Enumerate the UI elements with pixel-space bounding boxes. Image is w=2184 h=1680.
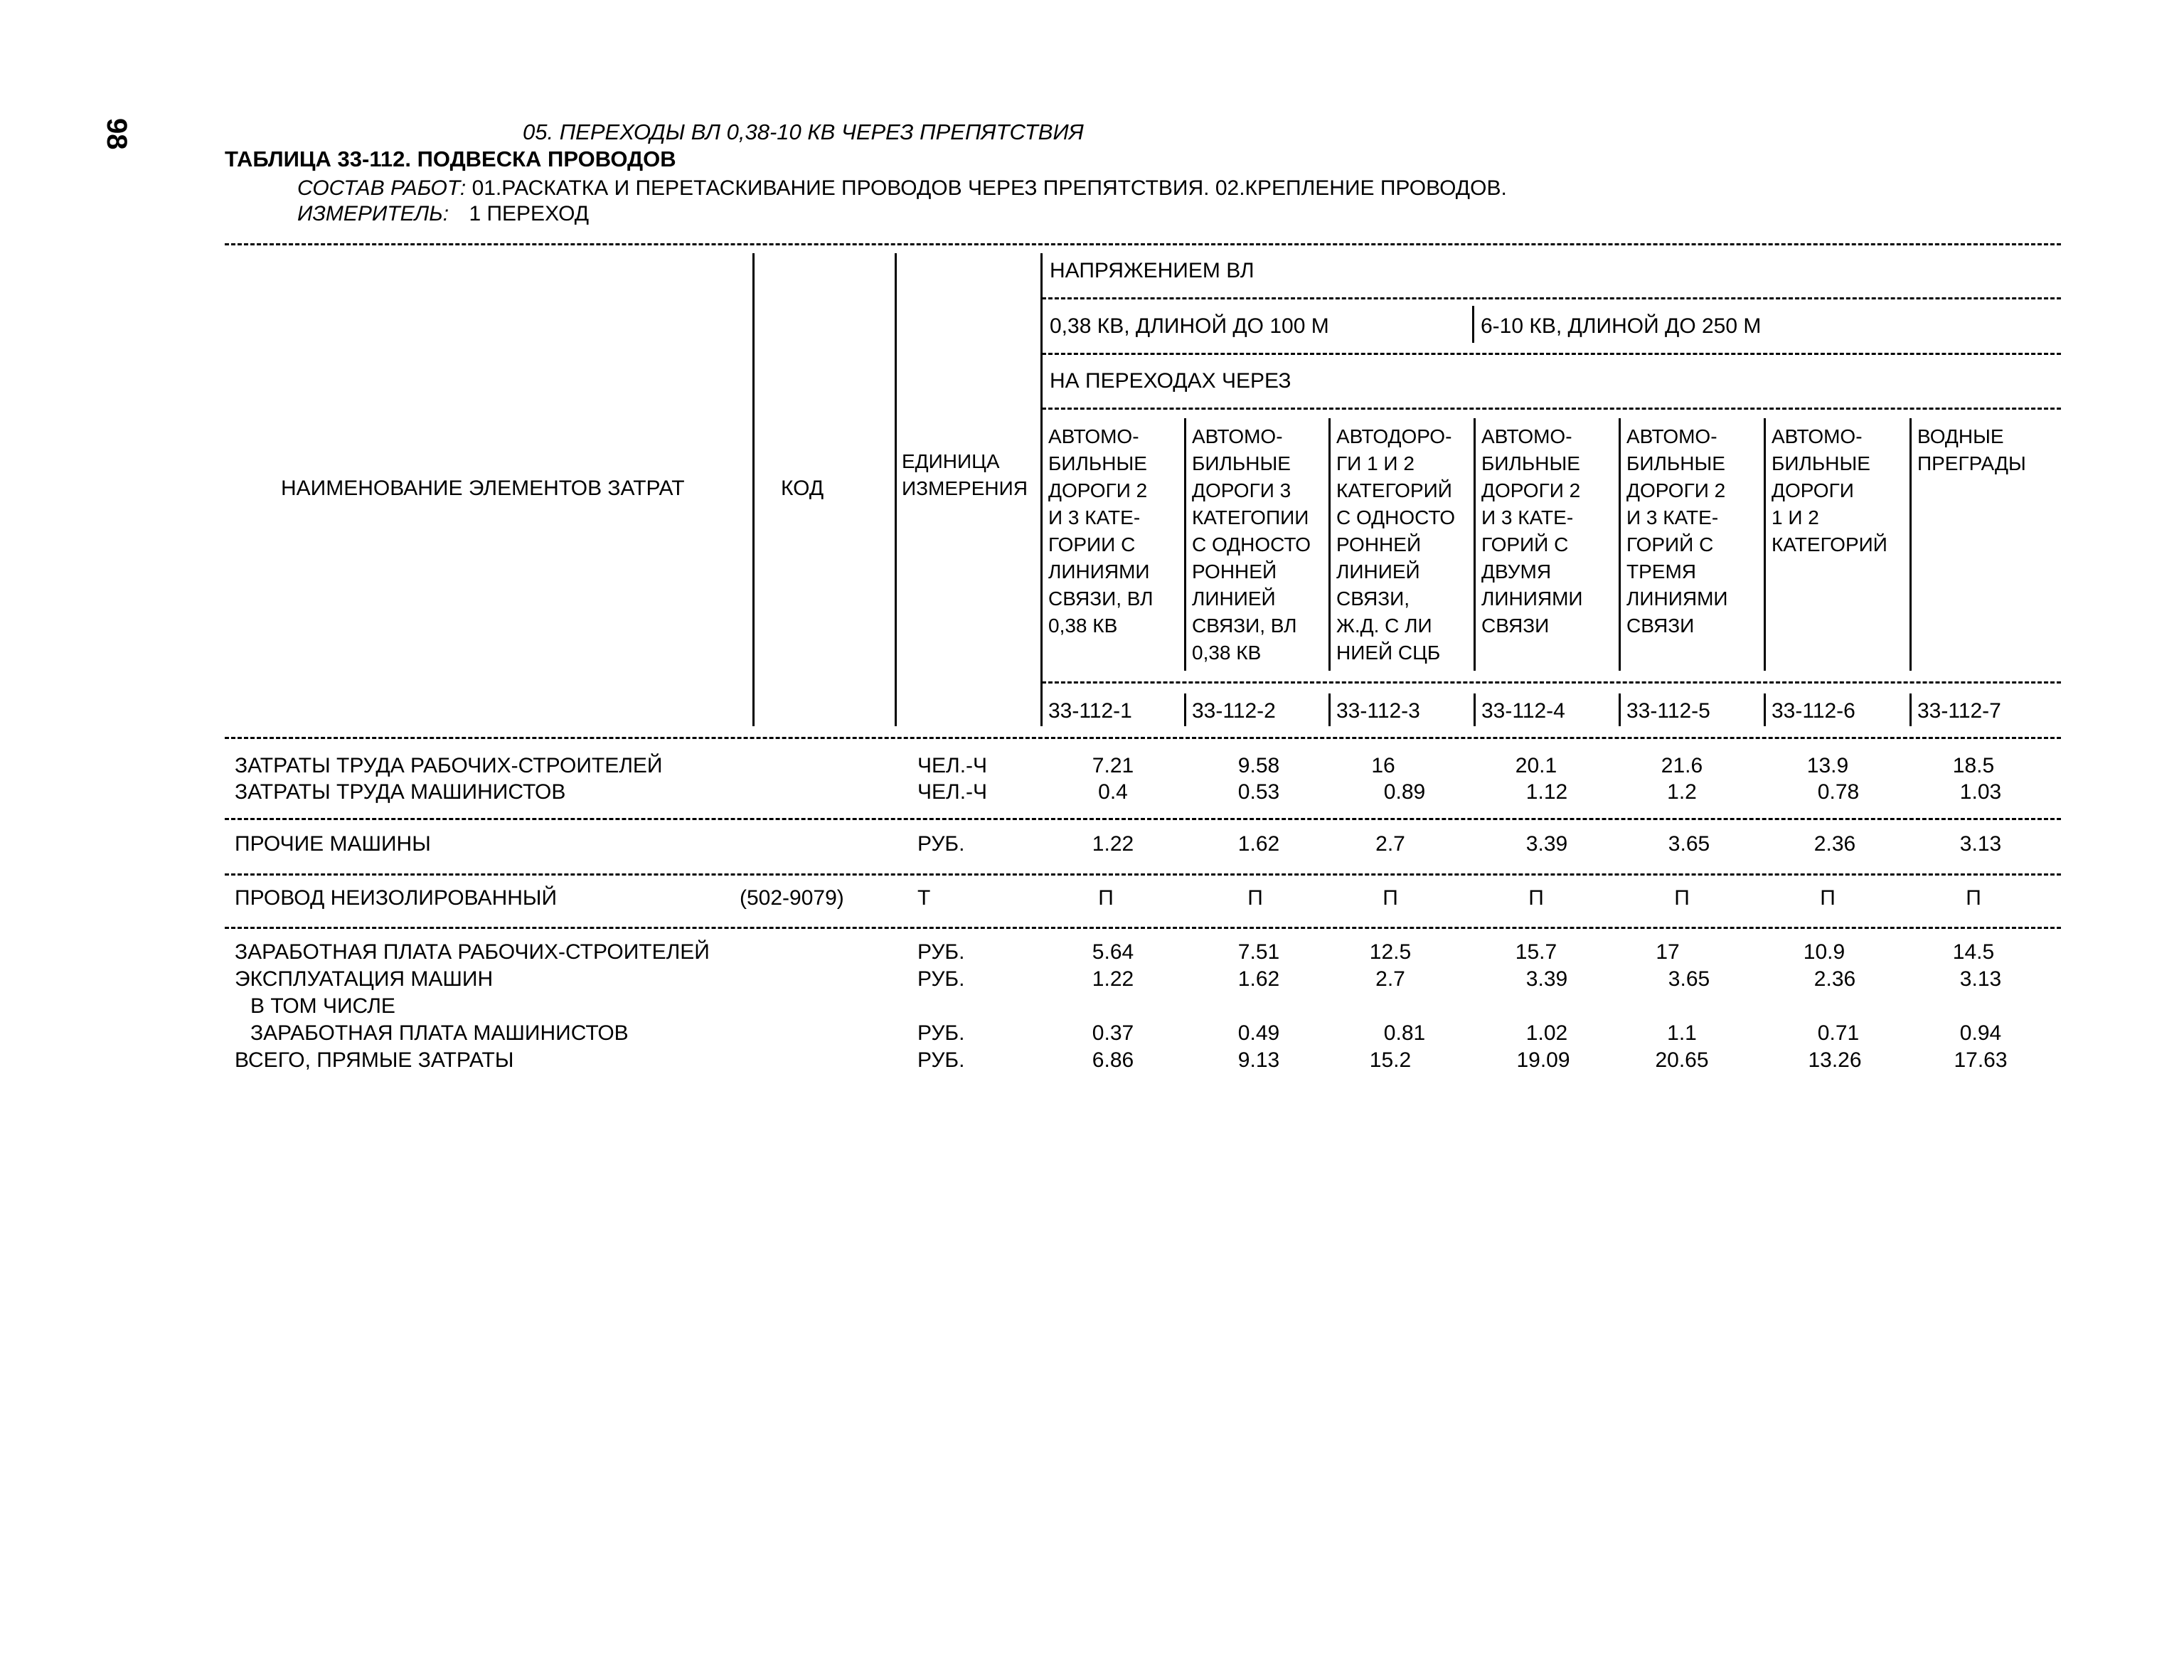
meter-text: 1 ПЕРЕХОД	[469, 202, 590, 225]
table-title: ТАБЛИЦА 33-112. ПОДВЕСКА ПРОВОДОВ	[225, 147, 676, 171]
col-desc-3: АВТОДОРО- ГИ 1 И 2 КАТЕГОРИЙ С ОДНОСТО РОННЕЙ ЛИНИЕЙ СВЯЗИ, Ж.Д. С ЛИ НИЕЙ СЦБ	[1336, 425, 1456, 664]
meter	[297, 202, 589, 226]
row-value: 20.65	[1655, 1048, 1709, 1072]
row-value: 13.26	[1808, 1048, 1862, 1072]
row-unit: ЧЕЛ.-Ч	[917, 780, 988, 804]
header-bottom-rule	[225, 737, 2061, 739]
page-number: 98	[101, 118, 132, 150]
row-value: 1.2	[1667, 780, 1697, 804]
col-code-6: 33-112-6	[1772, 699, 1855, 723]
col6-left-border	[1764, 418, 1766, 671]
meter-label: ИЗМЕРИТЕЛЬ:	[297, 202, 449, 225]
row-value: П	[1820, 886, 1836, 910]
code7-left-border	[1909, 693, 1912, 726]
row-value: 6.86	[1092, 1048, 1134, 1072]
header-name-col: НАИМЕНОВАНИЕ ЭЛЕМЕНТОВ ЗАТРАТ	[281, 477, 685, 500]
row-value: 3.13	[1959, 832, 2002, 856]
row-value: 2.36	[1813, 832, 1856, 856]
row-unit: РУБ.	[917, 1048, 965, 1072]
col-code-7: 33-112-7	[1917, 699, 2001, 723]
header-rule-4	[1042, 681, 2061, 684]
row-value: 0.81	[1383, 1021, 1426, 1045]
code6-left-border	[1764, 693, 1766, 726]
row-value: 14.5	[1952, 940, 1995, 964]
row-name: ЗАТРАТЫ ТРУДА МАШИНИСТОВ	[235, 780, 566, 804]
row-value: П	[1383, 886, 1398, 910]
row-value: 2.36	[1813, 967, 1856, 991]
row-name: ЗАТРАТЫ ТРУДА РАБОЧИХ-СТРОИТЕЛЕЙ	[235, 754, 663, 777]
row-name: ВСЕГО, ПРЯМЫЕ ЗАТРАТЫ	[235, 1048, 514, 1072]
row-name: ПРОЧИЕ МАШИНЫ	[235, 832, 431, 856]
code2-left-border	[1184, 693, 1186, 726]
header-crossings: НА ПЕРЕХОДАХ ЧЕРЕЗ	[1050, 369, 1291, 393]
row-name: В ТОМ ЧИСЛЕ	[250, 994, 395, 1018]
values-left-border	[1040, 253, 1043, 726]
row-value: 10.9	[1803, 940, 1845, 964]
row-value: 0.94	[1959, 1021, 2002, 1045]
row-name: ЗАРАБОТНАЯ ПЛАТА РАБОЧИХ-СТРОИТЕЛЕЙ	[235, 940, 710, 964]
row-value: 21.6	[1661, 754, 1703, 777]
section-rule-1	[225, 818, 2061, 820]
row-value: П	[1098, 886, 1114, 910]
header-rule-2	[1042, 353, 2061, 355]
row-value: 3.13	[1959, 967, 2002, 991]
row-value: 20.1	[1515, 754, 1557, 777]
row-value: 0.89	[1383, 780, 1426, 804]
row-code: (502-9079)	[740, 886, 844, 910]
row-value: 1.22	[1092, 967, 1134, 991]
row-value: 9.13	[1237, 1048, 1280, 1072]
section-title: 05. ПЕРЕХОДЫ ВЛ 0,38-10 КВ ЧЕРЕЗ ПРЕПЯТСТВИЯ	[523, 119, 1084, 144]
row-value: 1.03	[1959, 780, 2002, 804]
col-code-1: 33-112-1	[1048, 699, 1132, 723]
header-rule-3	[1042, 408, 2061, 410]
col-desc-5: АВТОМО- БИЛЬНЫЕ ДОРОГИ 2 И 3 КАТЕ- ГОРИЙ С ТРЕМЯ ЛИНИЯМИ СВЯЗИ	[1626, 425, 1728, 637]
row-value: 0.78	[1817, 780, 1860, 804]
row-value: 5.64	[1092, 940, 1134, 964]
row-value: 12.5	[1369, 940, 1412, 964]
header-code-col: КОД	[781, 477, 824, 500]
row-value: 16	[1371, 754, 1395, 777]
col-desc-2: АВТОМО- БИЛЬНЫЕ ДОРОГИ 3 КАТЕГОПИИ С ОДНОСТО РОННЕЙ ЛИНИЕЙ СВЯЗИ, ВЛ 0,38 КВ	[1192, 425, 1311, 664]
col-code-3: 33-112-3	[1336, 699, 1420, 723]
col-desc-1: АВТОМО- БИЛЬНЫЕ ДОРОГИ 2 И 3 КАТЕ- ГОРИИ С ЛИНИЯМИ СВЯЗИ, ВЛ 0,38 КВ	[1048, 425, 1154, 637]
col5-left-border	[1619, 418, 1621, 671]
table-top-rule	[225, 243, 2061, 245]
work-composition	[297, 176, 1507, 201]
row-value: 1.62	[1237, 832, 1280, 856]
row-value: 1.02	[1525, 1021, 1568, 1045]
row-value: П	[1528, 886, 1544, 910]
header-unit-col: ЕДИНИЦА ИЗМЕРЕНИЯ	[902, 450, 1028, 499]
row-value: 17	[1656, 940, 1680, 964]
row-value: 18.5	[1952, 754, 1995, 777]
row-unit: РУБ.	[917, 967, 965, 991]
row-value: 17.63	[1954, 1048, 2008, 1072]
row-value: 13.9	[1806, 754, 1849, 777]
row-value: 2.7	[1375, 967, 1405, 991]
row-value: 1.22	[1092, 832, 1134, 856]
row-value: 0.49	[1237, 1021, 1280, 1045]
code-col-left-border	[752, 253, 755, 726]
row-name: ЭКСПЛУАТАЦИЯ МАШИН	[235, 967, 494, 991]
row-value: 1.1	[1667, 1021, 1697, 1045]
row-value: 15.2	[1369, 1048, 1412, 1072]
code3-left-border	[1328, 693, 1331, 726]
row-value: 3.65	[1668, 832, 1710, 856]
row-value: 0.37	[1092, 1021, 1134, 1045]
col-desc-6: АВТОМО- БИЛЬНЫЕ ДОРОГИ 1 И 2 КАТЕГОРИЙ	[1772, 425, 1887, 555]
header-voltage: НАПРЯЖЕНИЕМ ВЛ	[1050, 259, 1255, 282]
work-composition-text: 01.РАСКАТКА И ПЕРЕТАСКИВАНИЕ ПРОВОДОВ ЧЕРЕЗ ПРЕПЯТСТВИЯ. 02.КРЕПЛЕНИЕ ПРОВОДОВ.	[472, 176, 1507, 200]
section-rule-3	[225, 927, 2061, 929]
row-value: 0.4	[1098, 780, 1128, 804]
col2-left-border	[1184, 418, 1186, 671]
row-unit: Т	[917, 886, 931, 910]
row-value: 0.53	[1237, 780, 1280, 804]
row-unit: РУБ.	[917, 940, 965, 964]
row-unit: РУБ.	[917, 1021, 965, 1045]
row-value: 0.71	[1817, 1021, 1860, 1045]
work-composition-label: СОСТАВ РАБОТ:	[297, 176, 467, 200]
row-value: 7.51	[1237, 940, 1280, 964]
header-voltage-610: 6-10 КВ, ДЛИНОЙ ДО 250 М	[1481, 314, 1762, 338]
row-value: 3.39	[1525, 832, 1568, 856]
col-desc-4: АВТОМО- БИЛЬНЫЕ ДОРОГИ 2 И 3 КАТЕ- ГОРИЙ С ДВУМЯ ЛИНИЯМИ СВЯЗИ	[1481, 425, 1583, 637]
col7-left-border	[1909, 418, 1912, 671]
row-value: П	[1966, 886, 1981, 910]
row-value: 2.7	[1375, 832, 1405, 856]
code5-left-border	[1619, 693, 1621, 726]
row-value: 9.58	[1237, 754, 1280, 777]
row-value: 3.65	[1668, 967, 1710, 991]
unit-col-left-border	[895, 253, 897, 726]
section-rule-2	[225, 873, 2061, 876]
header-voltage-038: 0,38 КВ, ДЛИНОЙ ДО 100 М	[1050, 314, 1329, 338]
col-code-4: 33-112-4	[1481, 699, 1565, 723]
row-value: 1.12	[1525, 780, 1568, 804]
row-value: 19.09	[1516, 1048, 1570, 1072]
row-value: П	[1247, 886, 1263, 910]
col-code-5: 33-112-5	[1626, 699, 1710, 723]
row-unit: ЧЕЛ.-Ч	[917, 754, 988, 777]
code4-left-border	[1474, 693, 1476, 726]
row-name: ПРОВОД НЕИЗОЛИРОВАННЫЙ	[235, 886, 558, 910]
col3-left-border	[1328, 418, 1331, 671]
row-value: 15.7	[1515, 940, 1557, 964]
row-unit: РУБ.	[917, 832, 965, 856]
row-value: П	[1674, 886, 1690, 910]
row-name: ЗАРАБОТНАЯ ПЛАТА МАШИНИСТОВ	[250, 1021, 629, 1045]
row-value: 7.21	[1092, 754, 1134, 777]
row-value: 3.39	[1525, 967, 1568, 991]
header-rule-1	[1042, 297, 2061, 299]
col-desc-7: ВОДНЫЕ ПРЕГРАДЫ	[1917, 425, 2026, 474]
col4-left-border	[1474, 418, 1476, 671]
row-value: 1.62	[1237, 967, 1280, 991]
voltage-split-border	[1472, 306, 1474, 343]
col-code-2: 33-112-2	[1192, 699, 1276, 723]
